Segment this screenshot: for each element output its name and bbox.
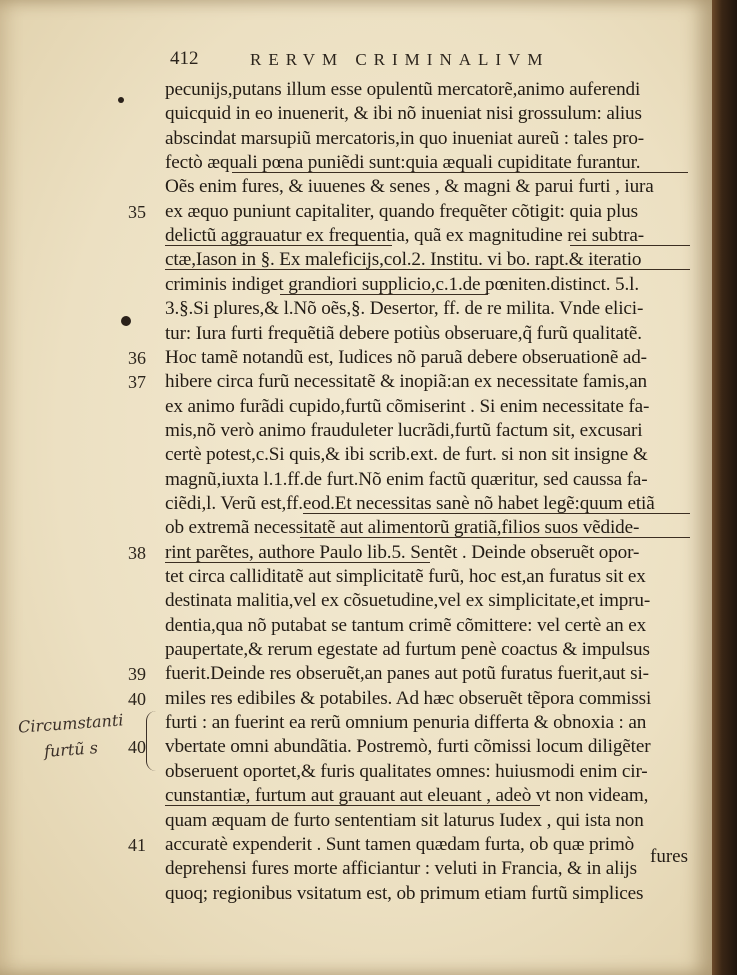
text-line: vbertate omni abundãtia. Postremò, furti cõmissi locum diligẽter (165, 736, 651, 758)
text-line: paupertate,& rerum egestate ad furtum penè coactus & impulsus (165, 639, 650, 661)
marginal-line-number: 38 (128, 542, 146, 563)
ink-underline (165, 269, 690, 270)
marginal-line-number: 36 (128, 347, 146, 368)
margin-brace (146, 711, 161, 771)
text-line: mis,nõ verò animo frauduleter lucrãdi,furtũ factum sit, excusari (165, 419, 643, 441)
text-line: ob extremã necessitatẽ aut alimentorũ gratiã,filios suos vẽdide- (165, 517, 640, 539)
text-line: delictũ aggrauatur ex frequentia, quã ex magnitudine rei subtra- (165, 225, 644, 247)
handwritten-margin-note: Circumstanti (17, 710, 125, 737)
text-line: tet circa calliditatẽ aut simplicitatẽ furũ, hoc est,an furatus sit ex (165, 566, 646, 587)
running-title: RERVM CRIMINALIVM (250, 50, 550, 69)
text-line: quicquid in eo inuenerit, & ibi nõ inueniat nisi grossulum: alius (165, 103, 642, 125)
text-line: tur: Iura furti frequẽtiã debere potiùs obseruare,q̃ furũ qualitatẽ. (165, 322, 642, 344)
text-line: dentia,qua nõ putabat se tantum crimẽ cõmittere: vel certè an ex (165, 614, 647, 636)
text-line: quam æquam de furto sententiam sit laturus Iudex , qui ista non (165, 809, 644, 831)
text-line: fectò æquali pœna puniẽdi sunt:quia æquali cupiditate furantur. (165, 152, 641, 174)
ink-underline (570, 245, 690, 246)
text-line: cunstantiæ, furtum aut grauant aut eleuant , adeò vt non videam, (165, 785, 649, 807)
text-line: deprehensi fures morte afficiantur : veluti in Francia, & in alijs (165, 858, 637, 880)
text-line: accuratè expenderit . Sunt tamen quædam furta, ob quæ primò (165, 833, 635, 855)
text-line: furti : an fuerint ea rerũ omnium penuria differta & obnoxia : an (165, 712, 647, 734)
text-line: rint parẽtes, authore Paulo lib.5. Sentẽt . Deinde obseruẽt opor- (165, 541, 640, 563)
page-number: 412 (170, 48, 199, 69)
text-line: fuerit.Deinde res obseruẽt,an panes aut potũ furatus fuerit,aut si- (165, 663, 649, 685)
marginal-line-number: 41 (128, 834, 146, 855)
text-line: destinata malitia,vel ex cõsuetudine,vel ex simplicitate,et impru- (165, 590, 651, 612)
text-line: ciẽdi,l. Verũ est,ff.eod.Et necessitas sanè nõ habet legẽ:quum etiã (165, 492, 655, 514)
text-line: hibere circa furũ necessitatẽ & inopiã:an ex necessitate famis,an (165, 371, 647, 393)
ink-underline (165, 805, 540, 806)
text-line: obseruent oportet,& furis qualitates omnes: huiusmodi enim cir- (165, 760, 648, 782)
ink-underline (232, 172, 688, 173)
text-line: criminis indiget grandiori supplicio,c.1.de pœniten.distinct. 5.l. (165, 273, 639, 295)
text-line: pecunijs,putans illum esse opulentũ mercatorẽ,animo auferendi (165, 79, 641, 100)
text-line: ctæ,Iason in §. Ex maleficijs,col.2. Institu. vi bo. rapt.& iteratio (165, 249, 642, 271)
text-line: ex æquo puniunt capitaliter, quando frequẽter cõtigit: quia plus (165, 200, 638, 222)
text-line: miles res edibiles & potabiles. Ad hæc obseruẽt tẽpora commissi (165, 687, 652, 709)
catchword: fures (650, 846, 688, 867)
marginal-line-number: 40 (128, 688, 146, 709)
marginal-line-number: 40 (128, 737, 146, 758)
text-line: ex animo furãdi cupido,furtũ cõmiserint . Si enim necessitate fa- (165, 395, 650, 417)
ink-underline (280, 294, 488, 295)
book-edge (712, 0, 737, 975)
ink-underline (165, 245, 392, 246)
ink-underline (300, 537, 690, 538)
text-line: Hoc tamẽ notandũ est, Iudices nõ paruã debere obseruationẽ ad- (165, 346, 647, 368)
marginal-line-number: 39 (128, 664, 146, 685)
text-line: certè potest,c.Si quis,& ibi scrib.ext. de furt. si non sit insigne & (165, 444, 648, 466)
text-line: quoq; regionibus vsitatum est, ob primum etiam furtũ simplices (165, 882, 644, 904)
marginal-line-number: 37 (128, 372, 146, 393)
handwritten-margin-note: furtũ s (43, 738, 99, 761)
ink-blot (121, 316, 131, 326)
ink-underline (165, 562, 430, 563)
text-line: Oẽs enim fures, & iuuenes & senes , & magni & parui furti , iura (165, 176, 654, 198)
marginal-line-number: 35 (128, 201, 146, 222)
ink-blot (118, 97, 124, 103)
page-header (170, 48, 690, 78)
text-line: abscindat marsupiũ mercatoris,in quo inueniat aureũ : tales pro- (165, 127, 644, 149)
text-line: 3.§.Si plures,& l.Nõ oẽs,§. Desertor, ff. de re milita. Vnde elici- (165, 298, 644, 320)
ink-underline (303, 513, 690, 514)
text-line: magnũ,iuxta l.1.ff.de furt.Nõ enim factũ quæritur, sed caussa fa- (165, 468, 648, 490)
